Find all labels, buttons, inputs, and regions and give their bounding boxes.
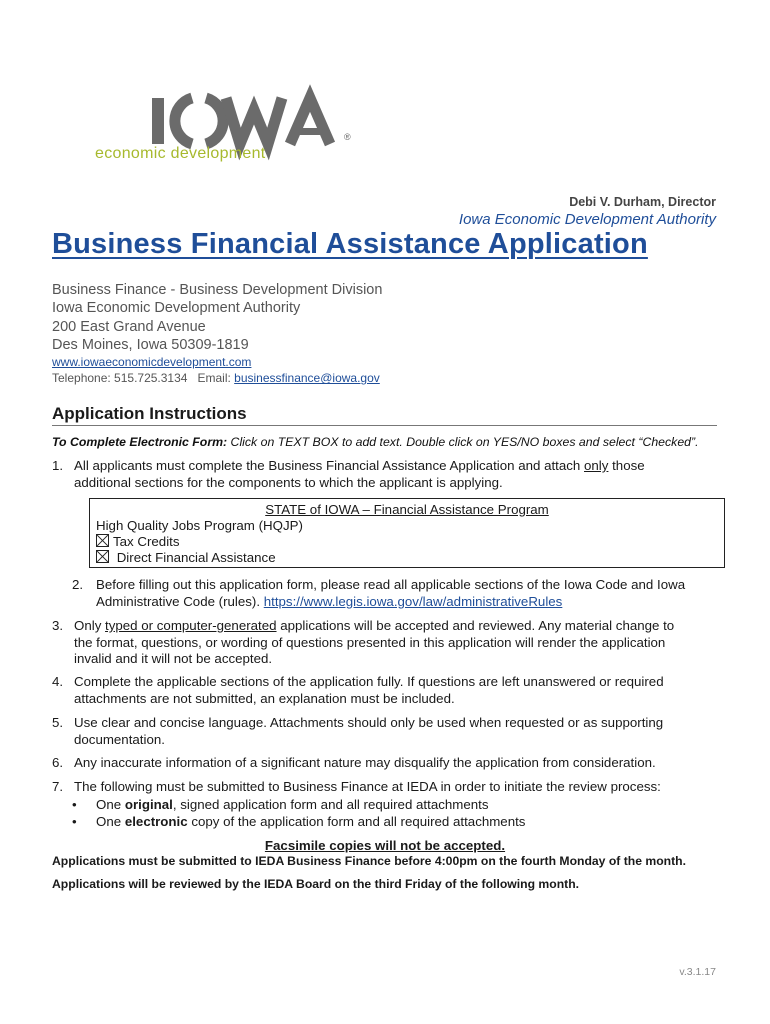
bullet-text: One: [96, 797, 125, 812]
review-schedule: Applications will be reviewed by the IEDA Board on the third Friday of the following month.: [52, 877, 580, 891]
item-text: Administrative Code (rules).: [96, 593, 264, 609]
bullet-icon: •: [72, 797, 77, 812]
option-tax-credits: [96, 534, 180, 549]
address-line-division: Business Finance - Business Development Division: [52, 282, 383, 298]
item-text: invalid and it will not be accepted.: [74, 651, 273, 666]
item-text: Before filling out this application form, please read all applicable sections of the Iowa Code and Iowa: [96, 577, 686, 592]
submission-deadline: Applications must be submitted to IEDA Business Finance before 4:00pm on the fourth Monday of the month.: [52, 854, 687, 868]
bullet-text: , signed application form and all required attachments: [172, 797, 489, 812]
registered-mark: ®: [344, 132, 351, 142]
item-number: 2.: [72, 577, 84, 592]
logo-tagline: economic development: [95, 145, 266, 162]
item-text: additional sections for the components to which the applicant is applying.: [74, 474, 503, 490]
contact-address: [52, 281, 382, 386]
heading-divider: [52, 425, 717, 426]
website-link[interactable]: www.iowaeconomicdevelopment.com: [52, 355, 252, 370]
version-number: v.3.1.17: [679, 966, 716, 978]
bullet-text: copy of the application form and all required attachments: [187, 814, 526, 829]
item-text-underlined: only: [584, 458, 609, 473]
director-name: Debi V. Durham, Director: [569, 195, 716, 209]
checked-checkbox-icon[interactable]: [96, 550, 109, 563]
item-text: documentation.: [74, 731, 165, 747]
item-text: applications will be accepted and reviewed. Any material change to: [276, 618, 675, 633]
item-text: those: [608, 458, 645, 473]
item-text: attachments are not submitted, an explanation must be included.: [74, 690, 455, 706]
program-name: High Quality Jobs Program (HQJP): [96, 518, 303, 533]
agency-name: Iowa Economic Development Authority: [458, 211, 716, 228]
option-label: Direct Financial Assistance: [116, 550, 276, 565]
bullet-text-bold: original: [124, 797, 173, 812]
item-number: 5.: [52, 715, 64, 730]
item-number: 7.: [52, 779, 64, 794]
rules-link[interactable]: https://www.legis.iowa.gov/law/administrativeRules: [263, 593, 563, 609]
checked-checkbox-icon[interactable]: [96, 534, 109, 547]
iowa-wordmark: [80, 70, 400, 190]
electronic-form-text: Click on TEXT BOX to add text. Double click on YES/NO boxes and select “Checked”.: [227, 435, 699, 449]
instructions-heading: Application Instructions: [52, 404, 247, 423]
item-text: Complete the applicable sections of the application fully. If questions are left unanswered or required: [74, 674, 664, 689]
address-line-city: Des Moines, Iowa 50309-1819: [52, 336, 249, 353]
item-number: 1.: [52, 458, 64, 473]
electronic-form-label: To Complete Electronic Form:: [52, 435, 228, 449]
page-title: Business Financial Assistance Application: [52, 228, 648, 260]
item-text: All applicants must complete the Business Financial Assistance Application and attach: [74, 458, 584, 473]
address-line-agency: Iowa Economic Development Authority: [52, 300, 301, 317]
option-label: Tax Credits: [113, 534, 180, 549]
electronic-form-note: [52, 435, 699, 449]
bullet-text-bold: electronic: [124, 814, 188, 829]
item-text: The following must be submitted to Business Finance at IEDA in order to initiate the review process:: [74, 779, 661, 794]
iowa-logo: [80, 70, 400, 190]
program-box-heading: STATE of IOWA – Financial Assistance Program: [265, 502, 549, 517]
option-direct-financial-assistance: [96, 550, 276, 565]
facsimile-notice: Facsimile copies will not be accepted.: [264, 838, 506, 853]
item-text-underlined: typed or computer-generated: [105, 618, 277, 633]
bullet-icon: •: [72, 814, 77, 829]
bullet-text: One: [96, 814, 125, 829]
item-text: Any inaccurate information of a significant nature may disqualify the application from consideration.: [74, 755, 656, 770]
program-selection-box: [89, 498, 725, 568]
email-link[interactable]: businessfinance@iowa.gov: [234, 371, 380, 386]
item-number: 3.: [52, 618, 64, 633]
item-text: the format, questions, or wording of questions presented in this application will render the application: [74, 634, 666, 650]
email-label: Email:: [197, 371, 231, 386]
item-number: 4.: [52, 674, 64, 689]
address-line-street: 200 East Grand Avenue: [52, 318, 206, 335]
telephone: Telephone: 515.725.3134: [52, 371, 188, 386]
item-text: Only: [74, 618, 106, 633]
item-number: 6.: [52, 755, 64, 770]
item-text: Use clear and concise language. Attachments should only be used when requested or as supporting: [74, 715, 664, 730]
